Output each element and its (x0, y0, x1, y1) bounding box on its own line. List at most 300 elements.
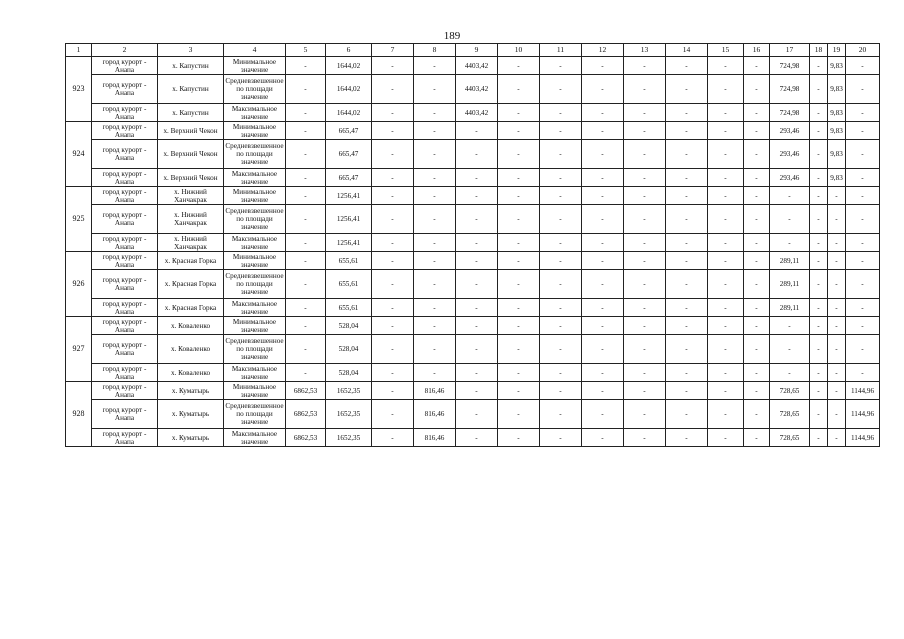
value-cell: - (744, 187, 770, 205)
value-cell: - (498, 364, 540, 382)
value-type-cell: Максимальное значение (224, 234, 286, 252)
value-cell: - (624, 429, 666, 447)
value-cell: - (846, 299, 880, 317)
column-header-3: 3 (158, 44, 224, 57)
value-cell: 289,11 (770, 252, 810, 270)
value-cell: 816,46 (414, 429, 456, 447)
value-cell: - (828, 400, 846, 429)
district-cell: город курорт - Анапа (92, 382, 158, 400)
value-cell: - (846, 169, 880, 187)
value-cell: - (744, 299, 770, 317)
value-cell: - (708, 234, 744, 252)
value-cell: - (708, 169, 744, 187)
value-cell: - (744, 104, 770, 122)
value-cell: - (810, 364, 828, 382)
value-cell: - (582, 234, 624, 252)
column-header-19: 19 (828, 44, 846, 57)
value-cell: - (624, 317, 666, 335)
value-cell: - (372, 169, 414, 187)
value-cell: - (828, 317, 846, 335)
value-cell: - (828, 270, 846, 299)
value-cell: - (540, 187, 582, 205)
value-cell: - (846, 140, 880, 169)
value-cell: - (708, 104, 744, 122)
district-cell: город курорт - Анапа (92, 122, 158, 140)
value-cell: 528,04 (326, 317, 372, 335)
value-cell: - (624, 205, 666, 234)
value-cell: - (828, 335, 846, 364)
value-cell: - (372, 400, 414, 429)
table-row (66, 187, 880, 205)
value-cell: - (744, 270, 770, 299)
value-cell: - (414, 299, 456, 317)
value-cell: - (286, 335, 326, 364)
value-cell: - (582, 140, 624, 169)
value-cell: - (846, 57, 880, 75)
value-cell: - (708, 335, 744, 364)
value-cell: 9,83 (828, 122, 846, 140)
value-cell: - (498, 335, 540, 364)
value-cell: - (708, 122, 744, 140)
value-cell: - (414, 205, 456, 234)
value-cell: - (540, 205, 582, 234)
value-cell: - (666, 169, 708, 187)
value-cell: 728,65 (770, 400, 810, 429)
value-cell: - (540, 400, 582, 429)
district-cell: город курорт - Анапа (92, 364, 158, 382)
value-cell: - (666, 335, 708, 364)
value-cell: - (540, 429, 582, 447)
value-cell: - (810, 299, 828, 317)
value-cell: 289,11 (770, 270, 810, 299)
value-cell: - (744, 364, 770, 382)
value-cell: - (498, 234, 540, 252)
value-type-cell: Средневзвешенное по площади значение (224, 270, 286, 299)
table-row (66, 234, 880, 252)
value-cell: 6862,53 (286, 429, 326, 447)
value-type-cell: Максимальное значение (224, 429, 286, 447)
value-cell: - (582, 122, 624, 140)
value-cell: - (372, 205, 414, 234)
column-header-9: 9 (456, 44, 498, 57)
value-cell: - (414, 140, 456, 169)
value-cell: - (624, 122, 666, 140)
value-cell: 1644,02 (326, 75, 372, 104)
value-cell: 293,46 (770, 169, 810, 187)
value-cell: - (540, 335, 582, 364)
value-cell: - (372, 57, 414, 75)
value-cell: - (666, 205, 708, 234)
page-number: 189 (443, 30, 461, 42)
value-cell: - (666, 252, 708, 270)
value-cell: 9,83 (828, 104, 846, 122)
value-cell: 293,46 (770, 122, 810, 140)
value-cell: - (708, 57, 744, 75)
value-cell: - (846, 364, 880, 382)
column-header-13: 13 (624, 44, 666, 57)
column-header-11: 11 (540, 44, 582, 57)
value-cell: - (744, 57, 770, 75)
value-cell: 528,04 (326, 335, 372, 364)
table-row (66, 140, 880, 169)
value-cell: - (744, 382, 770, 400)
value-cell: - (744, 75, 770, 104)
value-cell: - (624, 364, 666, 382)
district-cell: город курорт - Анапа (92, 57, 158, 75)
table-header-row (66, 44, 880, 57)
value-cell: - (414, 335, 456, 364)
value-cell: 655,61 (326, 252, 372, 270)
table-row (66, 364, 880, 382)
value-cell: - (456, 299, 498, 317)
settlement-cell: х. Верхний Чекон (158, 169, 224, 187)
value-cell: - (810, 252, 828, 270)
value-cell: - (666, 429, 708, 447)
value-cell: - (846, 75, 880, 104)
value-cell: - (810, 429, 828, 447)
value-cell: - (708, 252, 744, 270)
value-cell: - (708, 317, 744, 335)
value-cell: - (770, 234, 810, 252)
value-type-cell: Минимальное значение (224, 187, 286, 205)
value-cell: 6862,53 (286, 400, 326, 429)
value-cell: 1144,96 (846, 429, 880, 447)
value-cell: - (846, 205, 880, 234)
value-cell: - (810, 400, 828, 429)
value-cell: - (414, 270, 456, 299)
value-cell: 4403,42 (456, 57, 498, 75)
value-cell: - (498, 429, 540, 447)
value-type-cell: Средневзвешенное по площади значение (224, 140, 286, 169)
value-cell: - (414, 317, 456, 335)
value-type-cell: Минимальное значение (224, 57, 286, 75)
settlement-cell: х. Коваленко (158, 317, 224, 335)
value-type-cell: Максимальное значение (224, 169, 286, 187)
value-type-cell: Средневзвешенное по площади значение (224, 400, 286, 429)
value-cell: - (286, 234, 326, 252)
value-type-cell: Средневзвешенное по площади значение (224, 75, 286, 104)
value-cell: - (540, 75, 582, 104)
value-cell: - (414, 252, 456, 270)
value-cell: - (828, 429, 846, 447)
value-cell: - (540, 169, 582, 187)
settlement-cell: х. Куматырь (158, 400, 224, 429)
value-cell: - (540, 234, 582, 252)
value-cell: - (582, 169, 624, 187)
value-cell: - (286, 252, 326, 270)
value-cell: - (540, 57, 582, 75)
value-cell: - (372, 317, 414, 335)
district-cell: город курорт - Анапа (92, 270, 158, 299)
value-cell: 528,04 (326, 364, 372, 382)
value-cell: - (810, 140, 828, 169)
value-cell: - (708, 270, 744, 299)
table-row (66, 335, 880, 364)
value-cell: - (498, 400, 540, 429)
value-cell: - (846, 270, 880, 299)
value-cell: - (624, 252, 666, 270)
value-cell: - (846, 234, 880, 252)
value-cell: 1256,41 (326, 187, 372, 205)
value-cell: - (846, 335, 880, 364)
value-cell: - (456, 317, 498, 335)
value-cell: - (498, 270, 540, 299)
value-cell: - (666, 187, 708, 205)
value-cell: - (846, 187, 880, 205)
value-cell: - (286, 187, 326, 205)
table-row (66, 122, 880, 140)
value-cell: - (456, 252, 498, 270)
value-cell: - (286, 57, 326, 75)
value-cell: - (624, 335, 666, 364)
row-number: 924 (66, 122, 92, 187)
value-cell: - (708, 382, 744, 400)
settlement-cell: х. Нижний Ханчакрак (158, 187, 224, 205)
value-cell: - (372, 187, 414, 205)
value-cell: - (828, 187, 846, 205)
value-cell: - (498, 75, 540, 104)
settlement-cell: х. Коваленко (158, 364, 224, 382)
value-cell: 728,65 (770, 429, 810, 447)
value-cell: - (456, 335, 498, 364)
value-cell: - (456, 205, 498, 234)
value-cell: - (372, 335, 414, 364)
value-cell: - (744, 122, 770, 140)
settlement-cell: х. Верхний Чекон (158, 140, 224, 169)
district-cell: город курорт - Анапа (92, 252, 158, 270)
value-cell: - (624, 382, 666, 400)
value-cell: - (828, 252, 846, 270)
value-cell: - (582, 400, 624, 429)
value-cell: - (286, 270, 326, 299)
column-header-2: 2 (92, 44, 158, 57)
value-cell: - (846, 104, 880, 122)
value-cell: - (372, 270, 414, 299)
value-cell: - (498, 169, 540, 187)
value-cell: - (372, 364, 414, 382)
value-cell: - (624, 169, 666, 187)
value-cell: - (286, 169, 326, 187)
value-cell: - (372, 299, 414, 317)
value-type-cell: Минимальное значение (224, 122, 286, 140)
value-cell: - (286, 317, 326, 335)
value-cell: - (708, 299, 744, 317)
value-cell: - (414, 364, 456, 382)
value-cell: - (770, 364, 810, 382)
table-row (66, 382, 880, 400)
value-cell: - (286, 75, 326, 104)
value-cell: - (810, 335, 828, 364)
row-number: 927 (66, 317, 92, 382)
district-cell: город курорт - Анапа (92, 429, 158, 447)
value-cell: - (624, 140, 666, 169)
value-cell: - (498, 317, 540, 335)
value-cell: 655,61 (326, 299, 372, 317)
value-type-cell: Максимальное значение (224, 364, 286, 382)
value-cell: - (666, 104, 708, 122)
value-cell: - (498, 252, 540, 270)
value-cell: - (498, 205, 540, 234)
value-cell: 665,47 (326, 140, 372, 169)
value-cell: - (498, 140, 540, 169)
value-cell: - (540, 270, 582, 299)
table-row (66, 169, 880, 187)
value-cell: 665,47 (326, 122, 372, 140)
value-type-cell: Максимальное значение (224, 299, 286, 317)
value-cell: - (666, 317, 708, 335)
value-cell: - (810, 382, 828, 400)
value-cell: 655,61 (326, 270, 372, 299)
value-cell: 728,65 (770, 382, 810, 400)
value-cell: - (456, 400, 498, 429)
value-cell: - (810, 75, 828, 104)
value-cell: - (498, 57, 540, 75)
value-cell: - (582, 252, 624, 270)
district-cell: город курорт - Анапа (92, 140, 158, 169)
column-header-4: 4 (224, 44, 286, 57)
value-cell: - (456, 140, 498, 169)
value-cell: - (582, 317, 624, 335)
value-cell: - (286, 122, 326, 140)
value-cell: - (456, 187, 498, 205)
value-cell: - (666, 400, 708, 429)
value-cell: - (708, 400, 744, 429)
value-type-cell: Минимальное значение (224, 382, 286, 400)
table-row (66, 429, 880, 447)
value-cell: - (540, 299, 582, 317)
value-cell: - (810, 57, 828, 75)
value-cell: - (498, 104, 540, 122)
district-cell: город курорт - Анапа (92, 187, 158, 205)
district-cell: город курорт - Анапа (92, 75, 158, 104)
table-row (66, 270, 880, 299)
value-cell: - (456, 270, 498, 299)
value-cell: 724,98 (770, 57, 810, 75)
district-cell: город курорт - Анапа (92, 169, 158, 187)
value-cell: 4403,42 (456, 75, 498, 104)
value-cell: - (708, 364, 744, 382)
value-cell: - (666, 234, 708, 252)
value-cell: - (624, 57, 666, 75)
value-cell: - (666, 382, 708, 400)
value-cell: - (744, 252, 770, 270)
value-cell: - (810, 205, 828, 234)
value-cell: - (666, 122, 708, 140)
value-cell: - (456, 234, 498, 252)
value-cell: - (744, 140, 770, 169)
value-cell: - (582, 205, 624, 234)
value-cell: - (456, 122, 498, 140)
column-header-1: 1 (66, 44, 92, 57)
value-cell: - (744, 169, 770, 187)
value-cell: - (810, 104, 828, 122)
value-cell: - (372, 140, 414, 169)
value-cell: - (414, 104, 456, 122)
value-cell: 9,83 (828, 169, 846, 187)
value-cell: - (828, 382, 846, 400)
value-cell: - (846, 317, 880, 335)
value-cell: - (540, 104, 582, 122)
value-cell: - (582, 57, 624, 75)
value-cell: - (498, 122, 540, 140)
value-cell: 1256,41 (326, 205, 372, 234)
value-cell: - (624, 187, 666, 205)
value-cell: - (372, 75, 414, 104)
district-cell: город курорт - Анапа (92, 317, 158, 335)
value-cell: - (810, 234, 828, 252)
value-cell: - (666, 75, 708, 104)
settlement-cell: х. Красная Горка (158, 299, 224, 317)
value-cell: - (372, 429, 414, 447)
value-cell: - (708, 187, 744, 205)
table-row (66, 57, 880, 75)
table-row (66, 400, 880, 429)
table-row (66, 252, 880, 270)
value-cell: - (498, 382, 540, 400)
value-cell: - (582, 104, 624, 122)
value-cell: - (666, 299, 708, 317)
value-cell: - (456, 382, 498, 400)
value-cell: 724,98 (770, 104, 810, 122)
value-cell: - (744, 335, 770, 364)
value-cell: - (456, 429, 498, 447)
settlement-cell: х. Капустин (158, 57, 224, 75)
value-cell: - (624, 299, 666, 317)
value-cell: 4403,42 (456, 104, 498, 122)
table-row (66, 317, 880, 335)
value-cell: - (770, 335, 810, 364)
value-cell: - (624, 75, 666, 104)
value-cell: - (770, 205, 810, 234)
value-cell: - (582, 382, 624, 400)
value-cell: - (286, 299, 326, 317)
column-header-7: 7 (372, 44, 414, 57)
value-cell: 1144,96 (846, 400, 880, 429)
value-cell: - (286, 205, 326, 234)
value-cell: 1652,35 (326, 382, 372, 400)
district-cell: город курорт - Анапа (92, 400, 158, 429)
district-cell: город курорт - Анапа (92, 299, 158, 317)
value-cell: - (744, 400, 770, 429)
value-cell: - (708, 75, 744, 104)
value-cell: 293,46 (770, 140, 810, 169)
table-row (66, 104, 880, 122)
settlement-cell: х. Красная Горка (158, 252, 224, 270)
value-cell: - (498, 187, 540, 205)
column-header-16: 16 (744, 44, 770, 57)
settlement-cell: х. Коваленко (158, 335, 224, 364)
value-cell: - (828, 364, 846, 382)
value-cell: - (582, 75, 624, 104)
value-cell: - (708, 429, 744, 447)
value-cell: - (846, 252, 880, 270)
value-type-cell: Средневзвешенное по площади значение (224, 205, 286, 234)
value-type-cell: Максимальное значение (224, 104, 286, 122)
column-header-20: 20 (846, 44, 880, 57)
value-cell: - (286, 364, 326, 382)
settlement-cell: х. Нижний Ханчакрак (158, 234, 224, 252)
value-cell: - (456, 364, 498, 382)
value-cell: - (540, 140, 582, 169)
value-type-cell: Минимальное значение (224, 317, 286, 335)
value-cell: 1652,35 (326, 429, 372, 447)
value-cell: - (540, 317, 582, 335)
value-cell: 1144,96 (846, 382, 880, 400)
value-cell: - (708, 140, 744, 169)
value-cell: 665,47 (326, 169, 372, 187)
value-cell: 816,46 (414, 382, 456, 400)
table-row (66, 75, 880, 104)
